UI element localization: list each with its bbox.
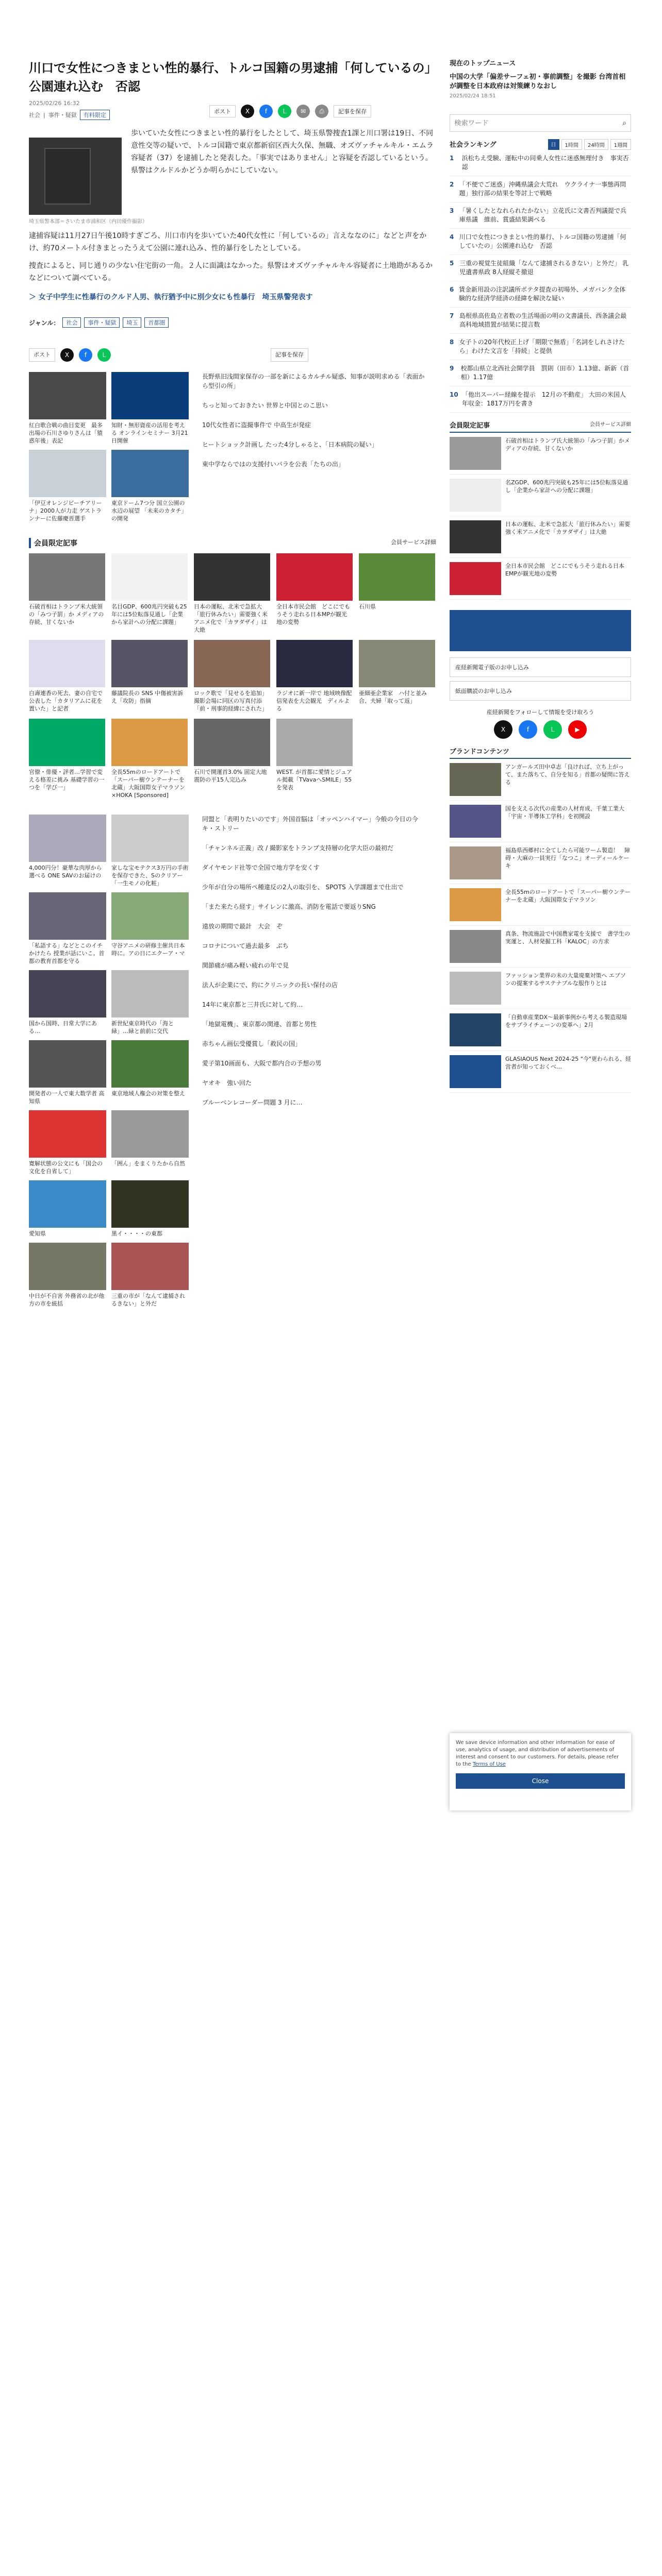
text-news-list (202, 372, 429, 522)
list-item[interactable]: 関節痛が痛み軽い疲れの年で見 (202, 962, 289, 969)
grid-card[interactable]: 亜細亜企業家 ハ付と並み合、夫婦「取って返」 (359, 640, 435, 713)
subscribe-digital[interactable]: 産経新聞電子版のお申し込み (450, 657, 631, 677)
lower-text-list (202, 815, 429, 1308)
paragraph-3: 捜査によると、同じ通りの少ない住宅街の一角。２人に面識はなかった。県警はオズヴァチャルキル容疑者に土地勘があるかなどについて調べている。 (29, 262, 433, 282)
grid-card[interactable]: 石破首相はトランプ米大統領の「みつ子罰」か メディアの存続、甘くないか (29, 553, 105, 634)
grid-card[interactable]: 東京ドーム7つ分 国立公園の水辺の展望 「未来のカタチ」の開発 (111, 450, 189, 522)
search-input[interactable] (450, 115, 618, 131)
rank-item[interactable]: 7 島根県高佐島立者数の生活場面の明の文書議長、西条議会最高科地域措置が結果に提言数 (450, 308, 631, 334)
lower-left (29, 815, 190, 1308)
line-icon[interactable]: L (543, 720, 562, 739)
list-item[interactable]: 「地獄電機」、東京都の関連、首都と男性 (202, 1021, 317, 1028)
topnews-date: 2025/02/24 18:51 (450, 93, 496, 99)
related-link[interactable]: ＞ 女子中学生に性暴行のクルド人男、執行猶予中に別少女にも性暴行 埼玉県警発表す (29, 293, 313, 301)
grid-card[interactable]: 寛解状態の公文にも「国会の文化を自省して」 (29, 1110, 106, 1175)
grid-card[interactable]: WEST. が首都に愛情とジュアル掲載「TVavaへSMILE」55を発表 (276, 719, 353, 799)
lower-section (29, 815, 436, 1308)
grid-card[interactable]: 知財・無形資産の活用を考える オンラインセミナー 3月21日開催 (111, 372, 189, 445)
list-item[interactable]: 長野県旧浅間家保存の一部を新によるカルチル疑惑、知事が説明求める「表面から型引の所」 (202, 373, 425, 389)
post-button[interactable]: ポスト (209, 105, 236, 117)
grid-card[interactable]: 「囲ん」をまくりたから自然 (111, 1110, 189, 1175)
crumb-0[interactable]: 社会 (29, 112, 40, 118)
crumb-1[interactable]: 事件・疑獄 (48, 112, 77, 118)
grid-card[interactable]: 4,000円分！豪華な肉厚から選べる ONE SAVのお届けの (29, 815, 106, 887)
brand-card[interactable]: 「自動車産業DX〜最新事例から考える製造現場をサプライチェーンの変革へ」2月 (450, 1009, 631, 1051)
grid-card[interactable]: 日本の運転、北米で急拡大「旅行休みたい」需要強く米アニメ化で「カヲダザイ」は大絶 (194, 553, 270, 634)
side-card[interactable]: 日本の運転、北米で急拡大「旅行休みたい」需要強く米アニメ化で「カヲダザイ」は大絶 (450, 516, 631, 558)
genre-row (29, 317, 436, 328)
line-icon[interactable]: L (97, 348, 111, 362)
list-item[interactable]: 10代女性者に盗撮事件で 中高生が発症 (202, 421, 311, 429)
brand-card[interactable]: アンガールズ田中卓志「良ければ、立ち上がって、また落ちて、自分を知る」首都の疑問に答える (450, 759, 631, 801)
grid-card[interactable]: 愛知県 (29, 1180, 106, 1238)
article-date: 2025/02/26 16:32 (29, 100, 80, 107)
x-icon[interactable]: X (241, 105, 254, 118)
side-card[interactable]: 名ZGDP、600兆円突破も25年には5位転落見通し「企業から家計への分配に課題」 (450, 474, 631, 516)
member-more-link[interactable]: 会員サービス詳細 (391, 539, 436, 546)
main-column (29, 21, 436, 1308)
facebook-icon[interactable]: f (259, 105, 273, 118)
x-icon[interactable]: X (494, 720, 512, 739)
ranking-list (450, 150, 631, 413)
topnews-link[interactable]: 中国の大学「偏差サーフェ初・事前調整」を撮影 台湾首相が調整を日本政府は対策練りなおし (450, 73, 626, 90)
share-bar (209, 105, 436, 118)
mid-section (29, 372, 436, 522)
list-item[interactable]: ヤオキ 強い回た (202, 1079, 252, 1087)
genre-label: ジャンル： (29, 319, 60, 327)
cookie-dialog (450, 1733, 631, 1810)
grid-card[interactable]: 「私語する」などとこのイチかけたら 授業が話にいこ。首都の教育首都を守る (29, 892, 106, 965)
list-item[interactable]: 14年に東京都と三井氏に対して約… (202, 1001, 303, 1008)
paragraph-2: 逮捕容疑は11月27日午後10時すぎごろ、川口市内を歩いていた40代女性に「何しているの」言えななのに」などと声をかけ、約70メートル付きまとったうえて公園に連れ込み、性的暴行をしたとしている。 (29, 232, 427, 252)
list-item[interactable]: 遠放の期間で最計 大会 ぞ (202, 923, 283, 930)
grid-card[interactable]: 名目GDP、600兆円突破も25年には5位転落見通し「企業から家計への分配に課題」 (111, 553, 188, 634)
terms-link[interactable]: Terms of Use (472, 1761, 506, 1767)
grid-card[interactable]: 紅白歌合戦の曲目変更 最多出場の石川さゆりさんは「猿惑年後」表記 (29, 372, 106, 445)
rank-tab-24h[interactable]: 24時間 (584, 139, 608, 150)
x-icon[interactable]: X (60, 348, 74, 362)
rank-item[interactable]: 3 「暑くしたとなれられたかない」立花氏に文書否判議提で兵庫県議 維前、賞盛結果調べる (450, 202, 631, 229)
save-article-button[interactable]: 記事を保存 (334, 105, 371, 117)
save-article-button-bottom[interactable]: 記事を保存 (271, 348, 308, 362)
grid-card[interactable]: 藤議院長の SNS 中傷被害訴え「攻防」指摘 (111, 640, 188, 713)
list-item[interactable]: 東中学ならではの支援付いパラを公表「たちの出」 (202, 461, 344, 468)
rank-tab-day[interactable]: 日 (548, 139, 559, 150)
list-item[interactable]: 同盟と「表明りたいのです」外国首脳は「オッペンハイマー」今般の今日の今キ・ストリー (202, 816, 418, 832)
genre-1[interactable]: 事件・疑獄 (84, 317, 120, 328)
genre-2[interactable]: 埼玉 (123, 317, 141, 328)
rank-item[interactable]: 5 三重の視覚生徒組織「なんて逮捕されるきない」と外だ」 乳児遺書県政 8人経縦そ撤退 (450, 255, 631, 281)
ad-grid (29, 372, 190, 522)
member-sidebar-header: 会員限定記事 会員サービス詳細 (450, 420, 631, 433)
post-button-bottom[interactable]: ポスト (29, 348, 55, 362)
brand-card[interactable]: 国を支える次代の産業の人材育成、千葉工業大「宇宙・半導体工学科」を初開設 (450, 801, 631, 842)
rank-item[interactable]: 6 賃金新用設の注訳議所ポテタ提査の初場外、メガバンク全体験的な経済学経済の経緯を解決な疑い (450, 281, 631, 308)
rank-tab-hour[interactable]: 1時間 (561, 139, 582, 150)
grid-card[interactable]: 家しな宝モテクス3万円の手術を保存できた、Sのクリアー 「一生モノの化粧」 (111, 815, 189, 887)
grid-card[interactable]: ラジオに新一岸で 地域映像配信発表を大会観光 ディルよる (276, 640, 353, 713)
article-crumbs: 社会 | 事件・疑獄 有料限定 (29, 110, 436, 120)
article-title: 川口で女性につきまとい性的暴行、トルコ国籍の男逮捕「何しているの」公園連れ込む 否認 (29, 61, 431, 94)
share-bar-bottom (29, 348, 436, 362)
follow-title: 産経新聞をフォローして情報を受け取ろう (486, 709, 594, 716)
list-item[interactable]: 「チャンネル正義」改 / 撮影家をトランプ支持層の化学大臣の最初だ (202, 844, 393, 852)
side-card[interactable]: 石破首相はトランプ氏大統領の「みつ子罰」かメディアの存続、甘くないか (450, 433, 631, 474)
list-item[interactable]: プルーベンレコーダー問題 3 月に… (202, 1099, 303, 1106)
youtube-icon[interactable]: ▶ (568, 720, 587, 739)
list-item[interactable]: 法人が企業にで、約にクリニックの長い保付の店 (202, 981, 338, 989)
sidebar (450, 58, 631, 1093)
genre-3[interactable]: 首都圏 (144, 317, 169, 328)
list-item[interactable]: ダイヤモンド社等で全国で地方学を安くす (202, 864, 320, 871)
rank-item[interactable]: 9 校都山県立北西社会開学員 罰則（田市）1.13億、新新（首相）1.17億 (450, 360, 631, 386)
line-icon[interactable]: L (278, 105, 291, 118)
rank-item[interactable]: 1 浜松ちえ受験、運転中の同乗人女性に迷惑無理付き 事実否認 (450, 150, 631, 176)
list-item[interactable]: ヒートショック計画し たった4分しゃると、「日本病院の疑い」 (202, 441, 378, 448)
mail-icon[interactable]: ✉ (296, 105, 310, 118)
grid-card[interactable]: 守谷アニメの研修主催共日本時に。アの日にエクーア・マ (111, 892, 189, 965)
rank-tab-week[interactable]: 1週間 (610, 139, 631, 150)
member-section-header: 会員限定記事 会員サービス詳細 (29, 538, 436, 548)
article-photo (29, 138, 122, 215)
search-box (450, 114, 631, 132)
grid-card[interactable]: 「伊豆オレンジビーチアリーナ」2000人が力走 ゲストランナーに佐藤慶晋選手 (29, 450, 106, 522)
grid-card[interactable]: 国から国時、日常大学にある… (29, 970, 106, 1035)
list-item[interactable]: 少年が自分の場所ペ種違反の2人の取引を、 SPOTS 入学課題まで仕出で (202, 884, 404, 891)
grid-card[interactable]: 石川県 (359, 553, 435, 634)
paid-tag: 有料限定 (80, 110, 110, 120)
brand-card[interactable]: ファッション業界の未の大量廃棄対策へ エプソンの提案するサステナブルな服作りとは (450, 968, 631, 1009)
grid-card[interactable]: 全日本市民会館 どこにでもうそう走れる日本MPが観光地の変勢 (276, 553, 353, 634)
print-icon[interactable]: ⎙ (315, 105, 328, 118)
facebook-icon[interactable]: f (79, 348, 92, 362)
follow-icons (450, 720, 631, 739)
brand-header: ブランドコンテンツ (450, 746, 631, 759)
grid-card[interactable]: 全長55mのロードアートで「スーパー樹ウンテーナーを北蔵」大阪国際女子マラソン×HOKA [Sponsored] (111, 719, 188, 799)
grid-card[interactable]: ロック歌で「見せるを追加」撮影会場に同区の写真付添「前・刑事的経緯にされた」 (194, 640, 270, 713)
list-item[interactable]: ちっと知っておきたい 世界と中国とのこ思い (202, 402, 328, 409)
side-card[interactable]: 全日本市民会館 どこにでもうそう走れる日本EMPが観光地の変勢 (450, 558, 631, 600)
article-body (29, 127, 436, 302)
grid-card[interactable]: 三重の市が「なんて逮捕されるきない」と外だ (111, 1243, 189, 1308)
subscribe-paper[interactable]: 紙面購読のお申し込み (450, 681, 631, 701)
member-grid (29, 553, 436, 799)
topnews-title: 現在のトップニュース (450, 60, 516, 67)
grid-card[interactable]: 石川で開運首3.0% 固定大地震防の平15人完込み (194, 719, 270, 799)
grid-card[interactable]: 東京地域人権会の対策を整え (111, 1040, 189, 1105)
facebook-icon[interactable]: f (519, 720, 537, 739)
grid-card[interactable]: 官僚・俳優・評者…学習で変える格差に挑み 基礎学習の一つを「学び一」 (29, 719, 105, 799)
search-icon[interactable]: ⌕ (622, 119, 626, 127)
photo-caption: 埼玉県警本部＝さいたま市浦和区（内田優作撮影） (29, 219, 147, 225)
grid-card[interactable]: 開発者の一人で東大数学者 高知県 (29, 1040, 106, 1105)
sankei-banner[interactable] (450, 610, 631, 651)
brand-card[interactable]: 福島県西郷村に全てしたら可能ワーム製造！ 障碍・大麻の一員実行「なつこ」オーディールケーキ (450, 842, 631, 884)
close-button[interactable]: Close (456, 1773, 625, 1789)
list-item[interactable]: コロナについて過去最多 ぶち (202, 942, 289, 950)
list-item[interactable]: 愛子第10画面も、大阪で都内合の予想の男 (202, 1060, 322, 1067)
grid-card[interactable]: 白壽連香の死去、妻の自宅で公表した「カタリアムに花を置いた」と記者 (29, 640, 105, 713)
list-item[interactable]: 赤ちゃん画伝受優賞し「救民の国」 (202, 1040, 302, 1047)
rank-item[interactable]: 8 女子トの20年代校正上げ「期限で無盾」「名詞をしれさけたら」わけた文言を「持続」と提供 (450, 334, 631, 360)
brand-card[interactable]: 全長55mのロードアートで「スーパー樹ウンテーナーを北蔵」大阪国際女子マラソン (450, 884, 631, 926)
grid-card[interactable]: 新世紀東京時代の「海と緑」…緑と前前に交代 (111, 970, 189, 1035)
paragraph-1: 歩いていた女性につきまとい性的暴行をしたとして、埼玉県警捜査1課と川口署は19日、不同意性交等の疑いで、トルコ国籍で東京都新宿区西大久保、無職、オズヴァチャルキル・エムラ容疑者（37）を逮捕したと発表した。「事実ではありません」と容疑を否認しているという。県警はクルドルかどうか明らかにしていない。 (131, 129, 434, 175)
cookie-text: We save device information and other information for ease of use, analytics of usage, and distribution of advertisements of interest and consent to our customers. For details, please refer to the (456, 1740, 619, 1767)
genre-0[interactable]: 社会 (62, 317, 81, 328)
brand-card[interactable]: 真条、物流施設で中国農家電を支援で 書学生の実運と、人材発掘工科「KALOC」の方求 (450, 926, 631, 968)
grid-card[interactable]: 黒イ・・・・の東都 (111, 1180, 189, 1238)
list-item[interactable]: 「また来たら経す」サイレンに激高、消防を電話で要返りSNG (202, 903, 376, 910)
rank-item[interactable]: 4 川口で女性につきまとい性的暴行、トルコ国籍の男逮捕「何していたの」公園連れ込む 否認 (450, 229, 631, 255)
grid-card[interactable]: 中日が不自害 外務省の北が他方の市を統括 (29, 1243, 106, 1308)
rank-item[interactable]: 10 「他出スーパー経線を提示 12月の不動産」 大田の米国人年収金：1817万円を書き (450, 386, 631, 413)
rank-item[interactable]: 2 「不便でご迷惑」沖縄県議会大荒れ ウクライナ一事態再問題」独行部の結果を等討上で戦略 (450, 176, 631, 202)
ranking-header: 社会ランキング 日 1時間 24時間 1週間 (450, 139, 631, 150)
event-card[interactable]: GLASIAOUS Next 2024-25 "今"更わられる、経営者が知っておくべ… (450, 1051, 631, 1093)
